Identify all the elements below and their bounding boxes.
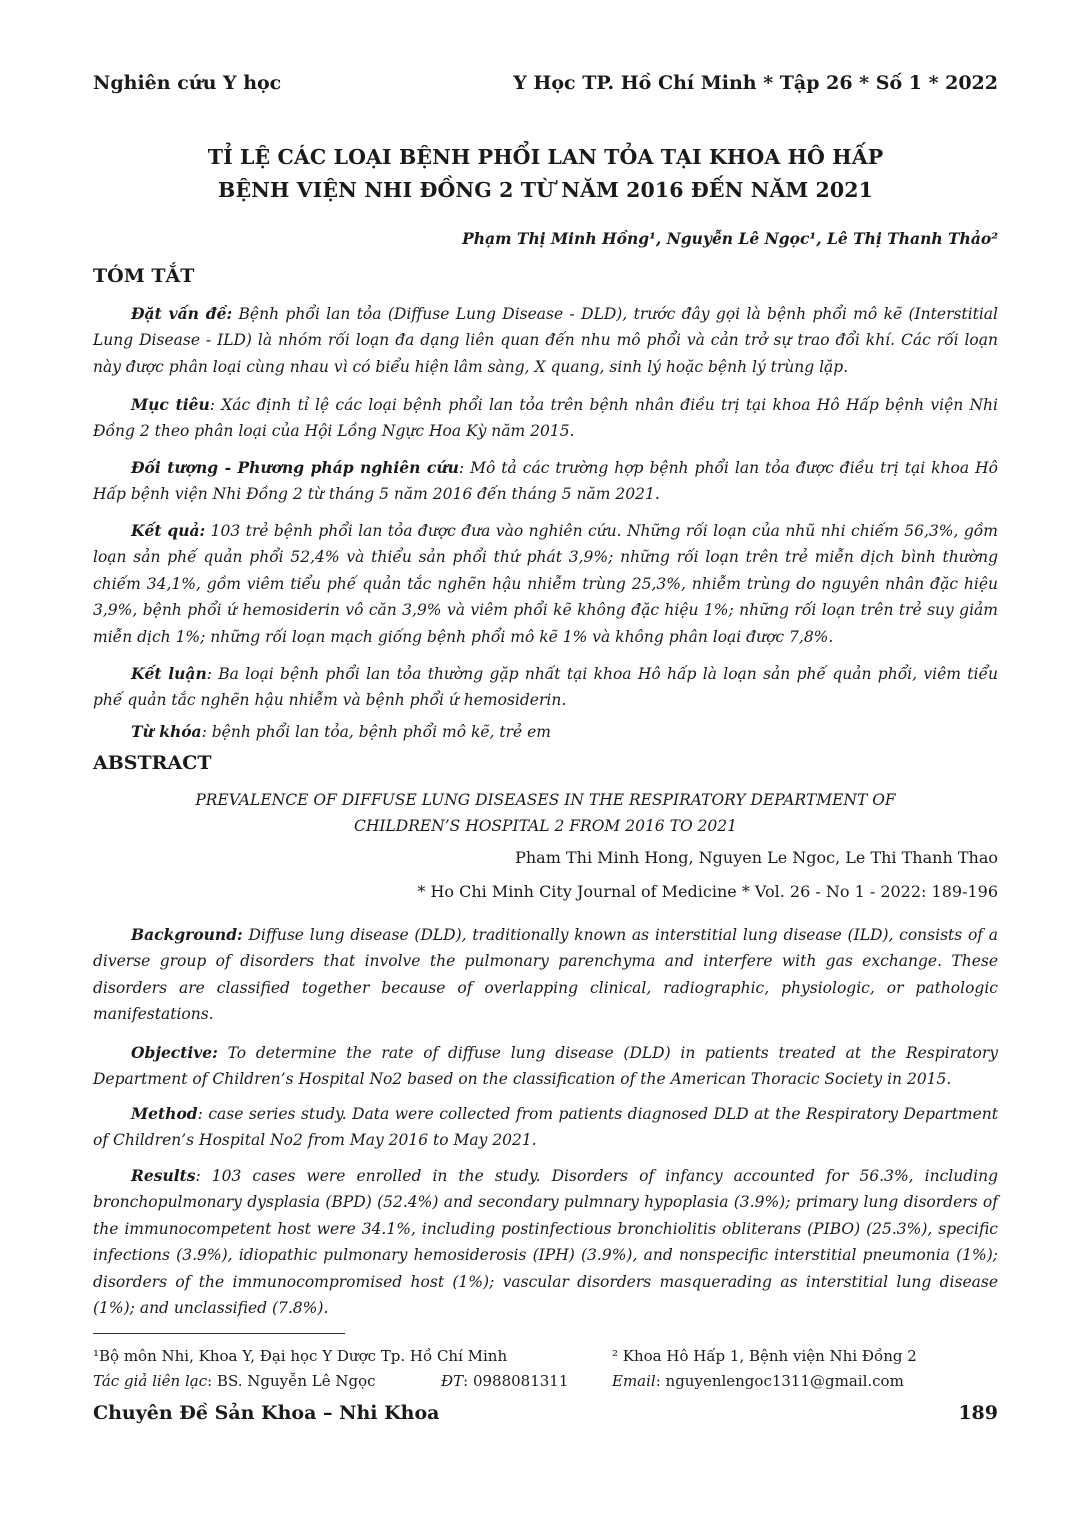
abstract-method-label: Method [131, 1104, 198, 1123]
summary-background-text: Bệnh phổi lan tỏa (Diffuse Lung Disease - DLD), trước đây gọi là bệnh phổi mô kẽ (Interstitial Lung Disease - ILD) là nhóm rối loạn đa dạng liên quan đến nhu mô phổi và cản trở sự trao đổi khí. Các rối loạn này được phân loại cùng nhau vì có biểu hiện lâm sàng, X quang, sinh lý hoặc bệnh lý trùng lặp. [93, 305, 998, 376]
abstract-method-text: : case series study. Data were collected from patients diagnosed DLD at the Respiratory Department of Children’s Hospital No2 from May 2016 to May 2021. [93, 1105, 998, 1150]
summary-objective-text: : Xác định tỉ lệ các loại bệnh phổi lan tỏa trên bệnh nhân điều trị tại khoa Hô Hấp bệnh viện Nhi Đồng 2 theo phân loại của Hội Lồng Ngực Hoa Kỳ năm 2015. [93, 396, 998, 441]
abstract-method [93, 1101, 998, 1154]
page-number: 189 [958, 1402, 998, 1424]
summary-objective-label: Mục tiêu [131, 395, 210, 414]
authors-vn: Phạm Thị Minh Hồng¹, Nguyễn Lê Ngọc¹, Lê Thị Thanh Thảo² [462, 229, 998, 248]
abstract-title [93, 787, 998, 839]
summary-conclusion-label: Kết luận [131, 664, 207, 683]
abstract-objective-label: Objective: [131, 1043, 218, 1062]
corresponding-author-label: Tác giả liên lạc [93, 1372, 208, 1390]
paper-title-line-1: TỈ LỆ CÁC LOẠI BỆNH PHỔI LAN TỎA TẠI KHOA HÔ HẤP [207, 145, 884, 169]
summary-results-label: Kết quả: [131, 521, 206, 540]
abstract-title-line-2: CHILDREN’S HOSPITAL 2 FROM 2016 TO 2021 [353, 817, 738, 835]
email-value: : nguyenlengoc1311@gmail.com [655, 1372, 904, 1390]
corresponding-author-name: : BS. Nguyễn Lê Ngọc [207, 1372, 376, 1390]
summary-method-text: : Mô tả các trường hợp bệnh phổi lan tỏa được điều trị tại khoa Hô Hấp bệnh viện Nhi Đồng 2 từ tháng 5 năm 2016 đến tháng 5 năm 2021. [93, 459, 998, 504]
abstract-objective-text: To determine the rate of diffuse lung disease (DLD) in patients treated at the Respiratory Department of Children’s Hospital No2 based on the classification of the American Thoracic Society in 2015. [93, 1044, 998, 1089]
section-heading-abstract: ABSTRACT [93, 752, 212, 774]
abstract-background-label: Background: [131, 925, 243, 944]
abstract-results [93, 1163, 998, 1321]
summary-method-label: Đối tượng - Phương pháp nghiên cứu [131, 458, 459, 477]
phone [441, 1372, 568, 1390]
section-heading-summary: TÓM TẮT [93, 265, 195, 287]
running-header-right: Y Học TP. Hồ Chí Minh * Tập 26 * Số 1 * 2022 [513, 72, 998, 94]
corresponding-author [93, 1372, 376, 1390]
paper-title-line-2: BỆNH VIỆN NHI ĐỒNG 2 TỪ NĂM 2016 ĐẾN NĂM 2021 [218, 178, 873, 202]
summary-results-text: 103 trẻ bệnh phổi lan tỏa được đưa vào nghiên cứu. Những rối loạn của nhũ nhi chiếm 56,3%, gồm loạn sản phế quản phổi 52,4% và thiểu sản phổi thứ phát 3,9%; những rối loạn trên trẻ miễn dịch bình thường chiếm 34,1%, gồm viêm tiểu phế quản tắc nghẽn hậu nhiễm trùng 25,3%, nhiễm trùng do nguyên nhân đặc hiệu 3,9%, bệnh phổi ứ hemosiderin vô căn 3,9% và viêm phổi kẽ không đặc hiệu 1%; những rối loạn trên trẻ suy giảm miễn dịch 1%; những rối loạn mạch giống bệnh phổi mô kẽ 1% và không phân loại được 7,8%. [93, 522, 998, 646]
abstract-background-text: Diffuse lung disease (DLD), traditionally known as interstitial lung disease (ILD), consists of a diverse group of disorders that involve the pulmonary parenchyma and interfere with gas exchange. These disorders are classified together because of overlapping clinical, radiographic, physiologic, or pathologic manifestations. [93, 926, 998, 1024]
summary-results [93, 518, 998, 650]
summary-keywords [93, 719, 998, 745]
abstract-title-line-1: PREVALENCE OF DIFFUSE LUNG DISEASES IN THE RESPIRATORY DEPARTMENT OF [195, 791, 896, 809]
summary-keywords-text: : bệnh phổi lan tỏa, bệnh phổi mô kẽ, trẻ em [201, 723, 552, 741]
summary-conclusion [93, 661, 998, 714]
abstract-citation: * Ho Chi Minh City Journal of Medicine * Vol. 26 - No 1 - 2022: 189-196 [417, 882, 998, 901]
summary-background [93, 301, 998, 380]
email [612, 1372, 904, 1390]
abstract-background [93, 922, 998, 1028]
footer-journal-section: Chuyên Đề Sản Khoa – Nhi Khoa [93, 1402, 440, 1424]
phone-value: : 0988081311 [463, 1372, 569, 1390]
summary-conclusion-text: : Ba loại bệnh phổi lan tỏa thường gặp nhất tại khoa Hô hấp là loạn sản phế quản phổi, viêm tiểu phế quản tắc nghẽn hậu nhiễm và bệnh phổi ứ hemosiderin. [93, 665, 998, 710]
footnote-rule [93, 1333, 345, 1334]
running-header-left: Nghiên cứu Y học [93, 72, 282, 94]
email-label: Email [612, 1372, 656, 1390]
summary-background-label: Đặt vấn đề: [131, 304, 233, 323]
abstract-results-label: Results [131, 1166, 196, 1185]
abstract-authors: Pham Thi Minh Hong, Nguyen Le Ngoc, Le Thi Thanh Thao [515, 848, 998, 867]
summary-keywords-label: Từ khóa [131, 722, 202, 741]
abstract-results-text: : 103 cases were enrolled in the study. Disorders of infancy accounted for 56.3%, including bronchopulmonary dysplasia (BPD) (52.4%) and secondary pulmnary hypoplasia (3.9%); primary lung disorders of the immunocompetent host were 34.1%, including postinfectious bronchiolitis obliterans (PIBO) (25.3%), specific infections (3.9%), idiopathic pulmonary hemosiderosis (IPH) (3.9%), and nonspecific interstitial pneumonia (1%); disorders of the immunocompromised host (1%); vascular disorders masquerading as interstitial lung disease (1%); and unclassified (7.8%). [93, 1167, 998, 1318]
abstract-objective [93, 1040, 998, 1093]
paper-title [93, 141, 998, 207]
affiliation-2: ² Khoa Hô Hấp 1, Bệnh viện Nhi Đồng 2 [612, 1347, 917, 1365]
summary-method [93, 455, 998, 508]
affiliation-1: ¹Bộ môn Nhi, Khoa Y, Đại học Y Dược Tp. Hồ Chí Minh [93, 1347, 508, 1365]
phone-label: ĐT [441, 1372, 464, 1390]
summary-objective [93, 392, 998, 445]
